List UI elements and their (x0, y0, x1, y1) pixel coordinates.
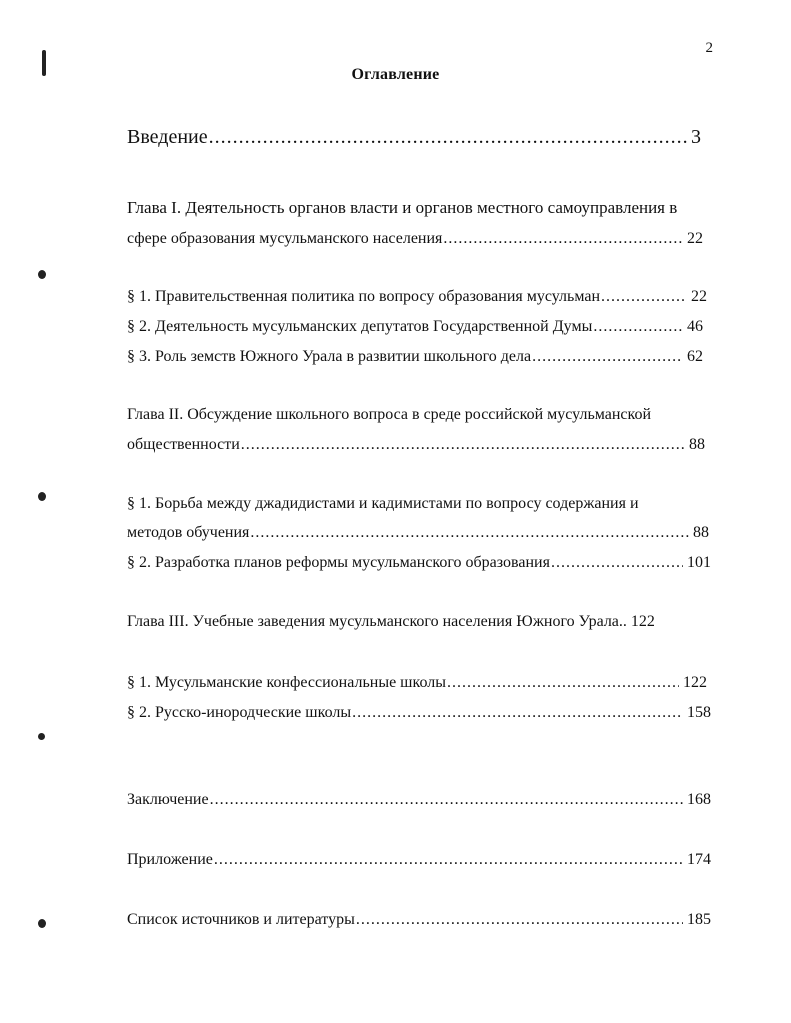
dot-leader (593, 318, 683, 336)
toc-page: 46 (687, 318, 703, 335)
toc-label: Список источников и литературы (127, 911, 355, 928)
toc-label: общественности (127, 436, 240, 453)
page-number: 2 (705, 40, 713, 56)
toc-entry-ch1-sec2 (127, 318, 703, 336)
toc-page: 22 (691, 288, 707, 305)
dot-leader (352, 704, 683, 722)
toc-entry-chapter1 (127, 230, 703, 248)
dot-leader (209, 126, 687, 149)
toc-page: 168 (687, 791, 711, 808)
scan-hole-2 (38, 492, 46, 501)
toc-label: Приложение (127, 851, 213, 868)
toc-label: § 2. Разработка планов реформы мусульманского образования (127, 554, 550, 571)
toc-label: Глава III. Учебные заведения мусульманского населения Южного Урала.. (127, 613, 627, 630)
toc-entry-ch2-sec1 (127, 524, 709, 542)
toc-entry-ch2-sec2 (127, 554, 711, 572)
toc-entry-ch3-sec2 (127, 704, 711, 722)
dot-leader (447, 674, 679, 692)
toc-label: § 2. Русско-инородческие школы (127, 704, 352, 721)
toc-entry-introduction (127, 126, 701, 149)
toc-entry-chapter2 (127, 436, 705, 454)
dot-leader (551, 554, 683, 572)
dot-leader (214, 851, 683, 869)
toc-page: 88 (693, 524, 709, 541)
toc-page: 158 (687, 704, 711, 721)
toc-page: 22 (687, 230, 703, 247)
toc-label: Введение (127, 126, 208, 148)
scan-hole-4 (38, 919, 46, 928)
toc-page: 122 (683, 674, 707, 691)
toc-entry-sources (127, 911, 711, 929)
toc-entry-ch3-sec1 (127, 674, 707, 692)
toc-chapter2-line1: Глава II. Обсуждение школьного вопроса в среде российской мусульманской (127, 406, 652, 423)
page-title: Оглавление (351, 66, 440, 83)
dot-leader (356, 911, 683, 929)
toc-page: 62 (687, 348, 703, 365)
dot-leader (601, 288, 687, 306)
toc-page: 88 (689, 436, 705, 453)
toc-label: § 1. Мусульманские конфессиональные школы (127, 674, 446, 691)
toc-page: 101 (687, 554, 711, 571)
toc-label: § 3. Роль земств Южного Урала в развитии школьного дела (127, 348, 532, 365)
toc-page: 185 (687, 911, 711, 928)
dot-leader (210, 791, 683, 809)
toc-entry-conclusion (127, 791, 711, 809)
toc-page: 122 (630, 613, 655, 630)
dot-leader (532, 348, 683, 366)
dot-leader (443, 230, 683, 248)
scan-hole-3 (38, 733, 45, 740)
scan-hole-1 (38, 270, 46, 279)
toc-label: сфере образования мусульманского населения (127, 230, 443, 247)
toc-chapter1-line1: Глава I. Деятельность органов власти и органов местного самоуправления в (127, 198, 678, 217)
toc-page: 174 (687, 851, 711, 868)
toc-page: 3 (691, 126, 701, 148)
dot-leader (250, 524, 689, 542)
toc-ch2-sec1-line1: § 1. Борьба между джадидистами и кадимистами по вопросу содержания и (127, 495, 639, 512)
toc-label: методов обучения (127, 524, 250, 541)
scan-mark-top (42, 50, 46, 76)
toc-label: § 1. Правительственная политика по вопросу образования мусульман (127, 288, 601, 305)
toc-entry-ch1-sec3 (127, 348, 703, 366)
toc-entry-ch1-sec1 (127, 288, 707, 306)
toc-label: § 2. Деятельность мусульманских депутатов Государственной Думы (127, 318, 593, 335)
toc-entry-appendix (127, 851, 711, 869)
dot-leader (241, 436, 685, 454)
toc-entry-chapter3 (127, 613, 713, 631)
toc-label: Заключение (127, 791, 209, 808)
